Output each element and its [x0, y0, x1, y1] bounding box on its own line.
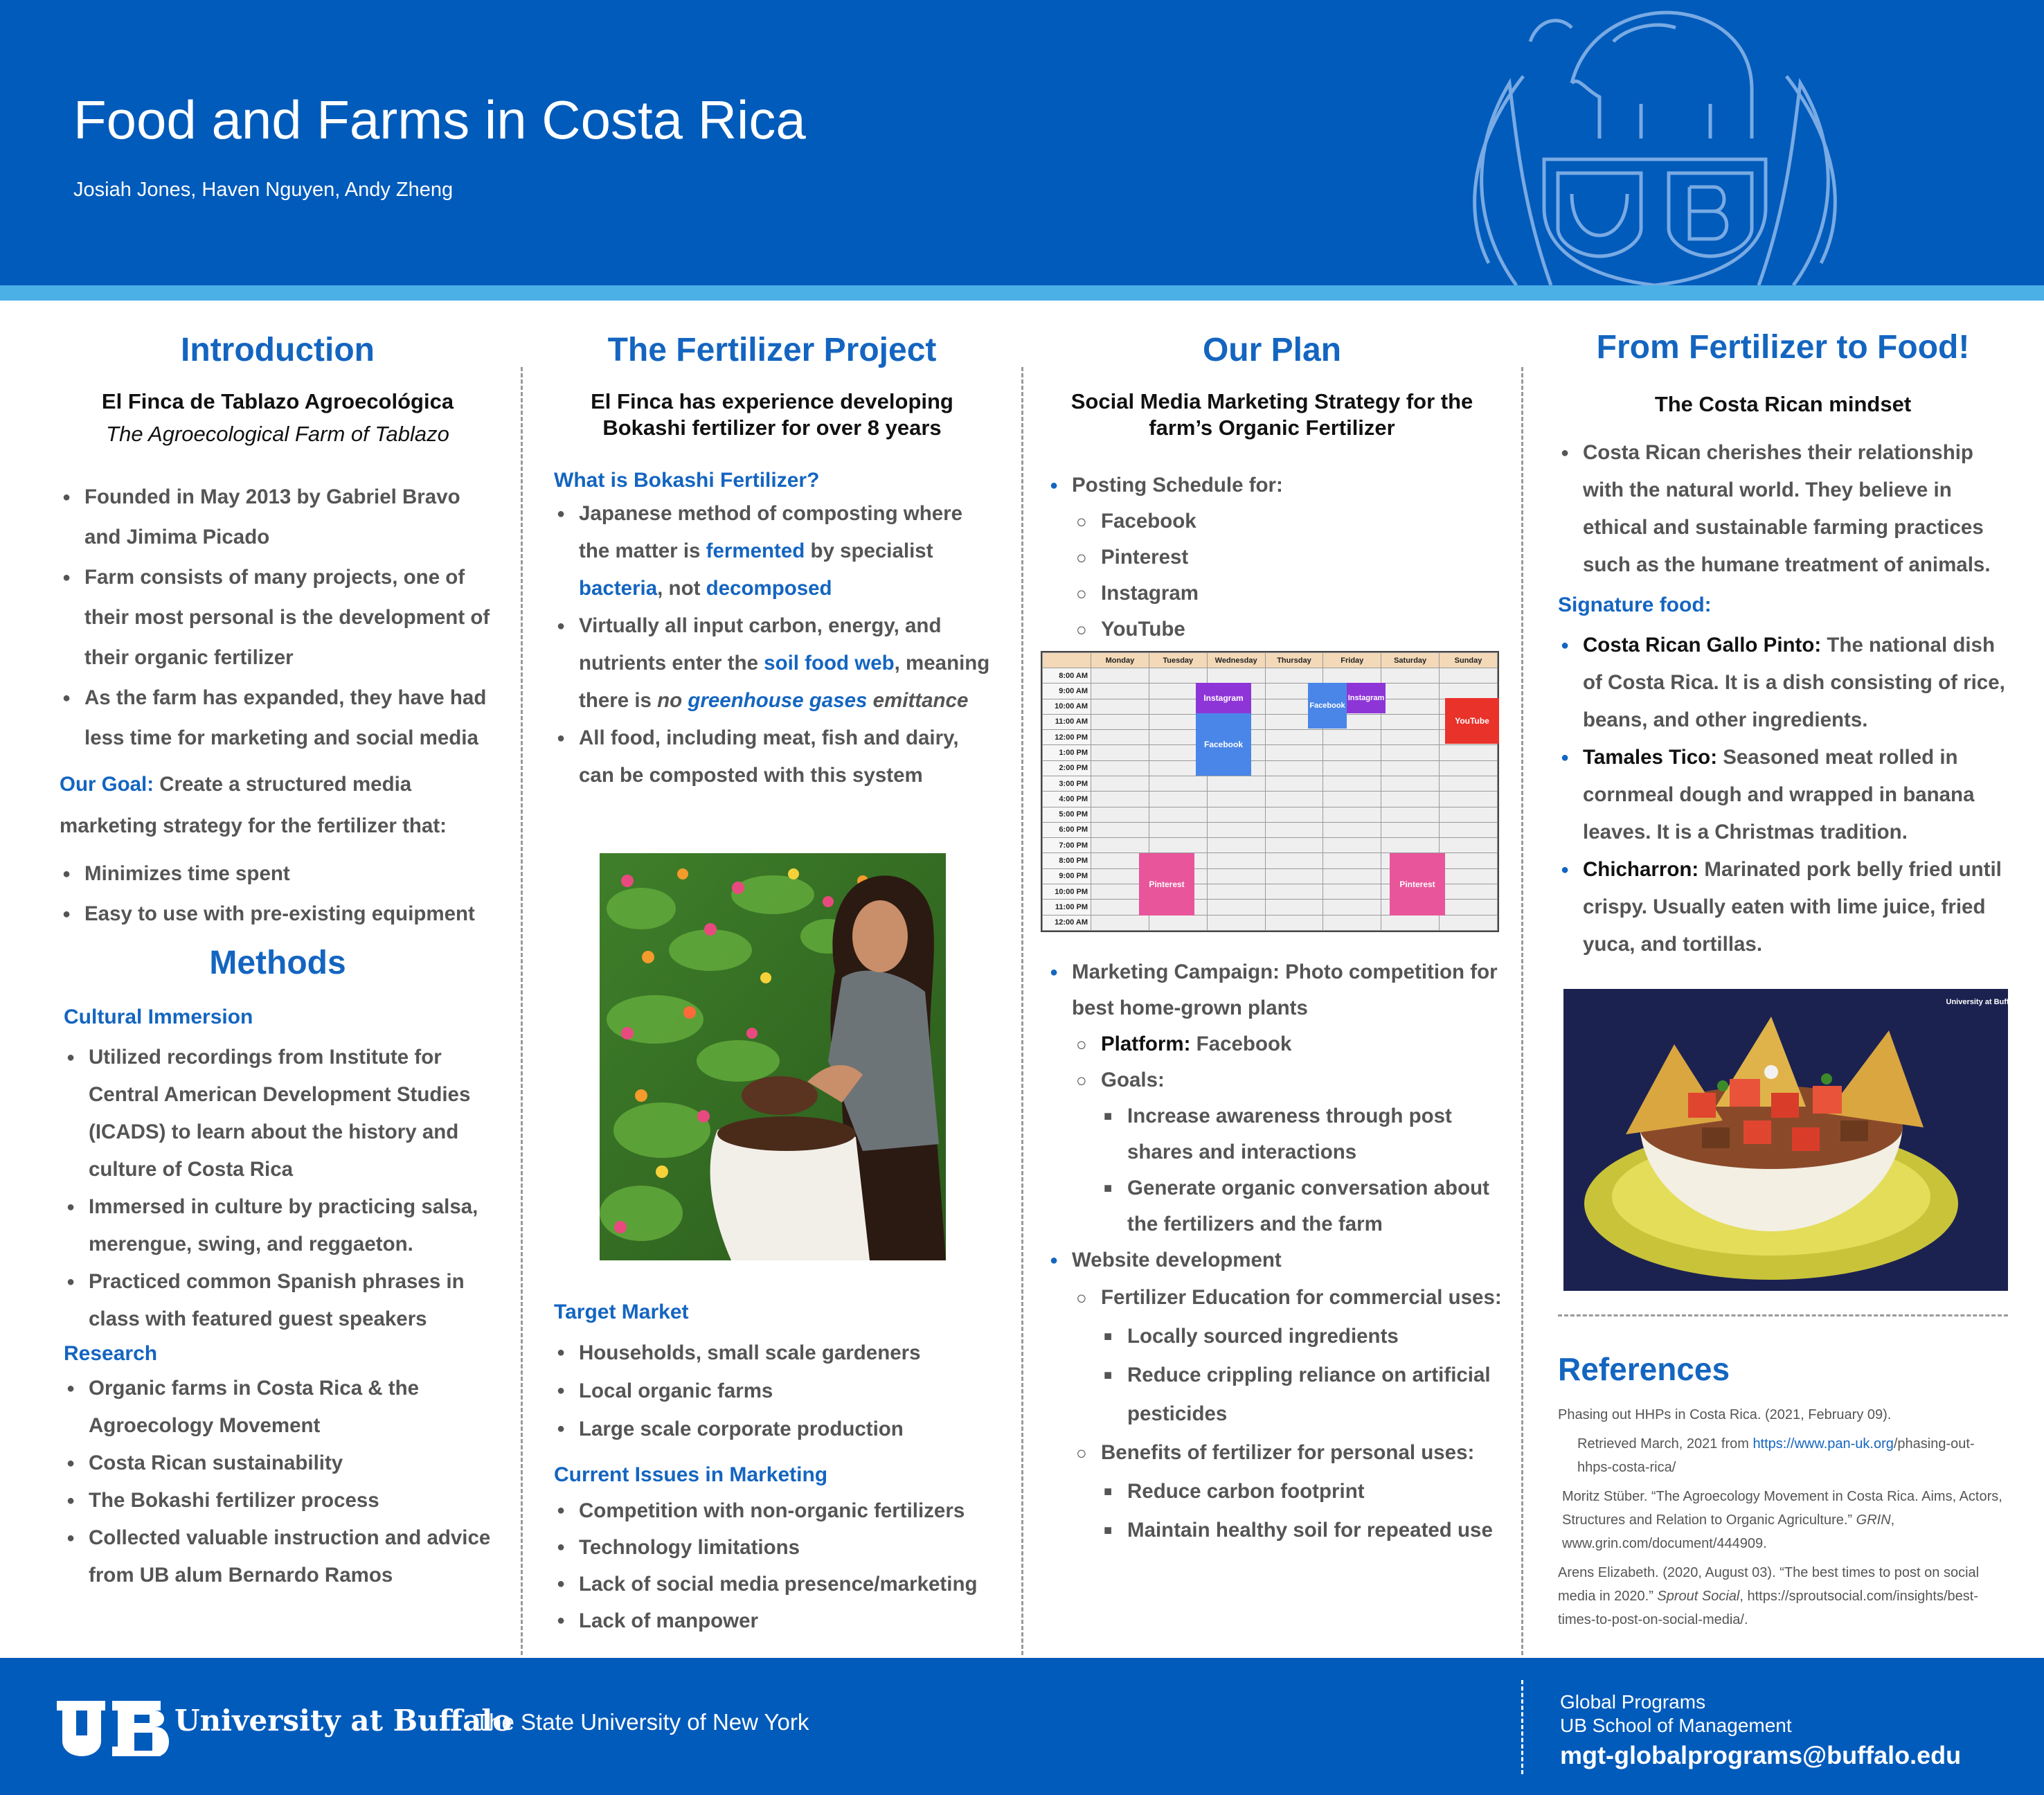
list-item: ● Lack of manpower — [554, 1602, 990, 1639]
schedule-cell — [1149, 668, 1207, 684]
day-header: Thursday — [1265, 653, 1323, 668]
time-label: 2:00 PM — [1043, 760, 1091, 776]
list-item: ● Tamales Tico: Seasoned meat rolled in cornmeal dough and wrapped in banana leaves. It is a Christmas tradition. — [1558, 739, 2008, 851]
website-list — [1047, 1242, 1504, 1278]
list-item: ● Large scale corporate production — [554, 1410, 990, 1448]
schedule-cell — [1091, 699, 1149, 714]
day-header: Saturday — [1381, 653, 1440, 668]
time-label: 3:00 PM — [1043, 776, 1091, 791]
plan-campaign-section — [1047, 954, 1504, 1550]
goals-label: ○ Goals: — [1076, 1062, 1504, 1098]
list-item: ● Local organic farms — [554, 1372, 990, 1410]
ub-seal-watermark-icon — [1433, 0, 1876, 285]
schedule-row — [1043, 745, 1498, 760]
time-label: 12:00 AM — [1043, 915, 1091, 931]
schedule-cell — [1440, 900, 1498, 915]
list-item: ● Farm consists of many projects, one of their most personal is the development of their organic fertilizer — [60, 557, 496, 678]
intro-bullets — [60, 477, 496, 758]
list-item: ● Lack of social media presence/marketing — [554, 1566, 990, 1602]
posting-schedule-label: ● Posting Schedule for: — [1047, 467, 1497, 503]
list-item: ■ Locally sourced ingredients — [1102, 1317, 1504, 1356]
schedule-row — [1043, 714, 1498, 729]
time-label: 10:00 AM — [1043, 699, 1091, 714]
schedule-cell — [1323, 776, 1381, 791]
table-corner — [1043, 653, 1091, 668]
event-facebook: Facebook — [1196, 713, 1251, 776]
reference-link[interactable]: https://www.pan-uk.org — [1752, 1436, 1894, 1452]
schedule-cell — [1381, 714, 1440, 729]
schedule-cell — [1323, 868, 1381, 884]
schedule-cell — [1091, 684, 1149, 699]
schedule-row — [1043, 792, 1498, 807]
posting-schedule-table — [1041, 651, 1499, 932]
target-market-heading: Target Market — [554, 1301, 689, 1323]
campaign-details — [1047, 1026, 1504, 1098]
time-label: 10:00 PM — [1043, 884, 1091, 899]
day-header: Monday — [1091, 653, 1149, 668]
poster-title: Food and Farms in Costa Rica — [73, 89, 806, 150]
list-item: ● Organic farms in Costa Rica & the Agroecology Movement — [64, 1370, 496, 1445]
schedule-cell — [1091, 776, 1149, 791]
research-bullets — [60, 1370, 496, 1594]
schedule-cell — [1149, 807, 1207, 822]
benefits-label: ○ Benefits of fertilizer for personal uses: — [1076, 1434, 1504, 1472]
schedule-cell — [1091, 668, 1149, 684]
list-item: ○ YouTube — [1076, 611, 1497, 648]
list-item: ● Technology limitations — [554, 1529, 990, 1566]
fertilizer-photo — [600, 853, 946, 1260]
what-is-bokashi-heading: What is Bokashi Fertilizer? — [554, 469, 820, 492]
goal-bullets — [60, 854, 496, 934]
fertilizer-market-section — [554, 1301, 990, 1639]
schedule-cell — [1265, 915, 1323, 931]
day-header: Friday — [1323, 653, 1381, 668]
schedule-cell — [1440, 884, 1498, 899]
plan-heading: Our Plan — [1202, 332, 1342, 368]
schedule-cell — [1265, 868, 1323, 884]
schedule-cell — [1265, 807, 1323, 822]
list-item: ● Practiced common Spanish phrases in class with featured guest speakers — [64, 1263, 496, 1338]
time-label: 11:00 AM — [1043, 714, 1091, 729]
contact-email-link[interactable]: mgt-globalprograms@buffalo.edu — [1560, 1741, 1962, 1769]
posting-schedule-list — [1047, 467, 1497, 503]
schedule-cell — [1149, 822, 1207, 837]
schedule-cell — [1323, 853, 1381, 868]
schedule-row — [1043, 684, 1498, 699]
schedule-cell — [1207, 915, 1265, 931]
chicharron-dish-image — [1563, 989, 2020, 1291]
list-item: ● Virtually all input carbon, energy, and nutrients enter the soil food web, meaning there is no greenhouse gases emittance — [554, 607, 990, 720]
list-item: ○ Facebook — [1076, 503, 1497, 539]
methods-heading: Methods — [209, 945, 346, 981]
time-label: 4:00 PM — [1043, 792, 1091, 807]
schedule-cell — [1265, 822, 1323, 837]
schedule-cell — [1440, 745, 1498, 760]
cultural-immersion-heading: Cultural Immersion — [64, 1006, 253, 1028]
time-label: 6:00 PM — [1043, 822, 1091, 837]
website-label: ● Website development — [1047, 1242, 1504, 1278]
list-item: ● Households, small scale gardeners — [554, 1334, 990, 1372]
column-divider — [1021, 367, 1023, 1655]
schedule-cell — [1440, 853, 1498, 868]
program-name: Global Programs — [1560, 1691, 1706, 1713]
schedule-cell — [1091, 838, 1149, 853]
university-name: University at Buffalo — [174, 1704, 512, 1738]
schedule-row — [1043, 807, 1498, 822]
reference-3: Arens Elizabeth. (2020, August 03). “The best times to post on social media in 2020.” Sprout Social, https://sproutsocial.com/insights/best-times-to-post-on-social-media/. — [1558, 1565, 1980, 1627]
event-pinterest: Pinterest — [1139, 853, 1194, 916]
ub-logo-icon — [57, 1701, 174, 1756]
food-heading: From Fertilizer to Food! — [1596, 329, 1970, 366]
schedule-cell — [1323, 915, 1381, 931]
column-divider — [521, 367, 523, 1655]
schedule-cell — [1207, 868, 1265, 884]
schedule-row — [1043, 668, 1498, 684]
list-item: ■ Maintain healthy soil for repeated use — [1102, 1511, 1504, 1550]
food-photo — [1563, 989, 2020, 1291]
references-divider — [1558, 1314, 2008, 1316]
school-name: UB School of Management — [1560, 1715, 1792, 1736]
day-header: Tuesday — [1149, 653, 1207, 668]
schedule-cell — [1440, 822, 1498, 837]
schedule-cell — [1091, 714, 1149, 729]
schedule-cell — [1149, 838, 1207, 853]
farm-name: El Finca de Tablazo Agroecológica — [101, 389, 454, 413]
schedule-cell — [1265, 900, 1323, 915]
goal-text: Create a structured media marketing strategy for the fertilizer that: — [60, 773, 447, 837]
list-item: ■ Reduce carbon footprint — [1102, 1472, 1504, 1511]
list-item: ■ Reduce crippling reliance on artificial pesticides — [1102, 1356, 1504, 1434]
schedule-cell — [1381, 699, 1440, 714]
schedule-cell — [1265, 792, 1323, 807]
list-item: ■ Increase awareness through post shares and interactions — [1102, 1098, 1504, 1170]
schedule-row — [1043, 760, 1498, 776]
schedule-cell — [1381, 684, 1440, 699]
current-issues-heading: Current Issues in Marketing — [554, 1463, 828, 1486]
signature-food-heading: Signature food: — [1558, 593, 1712, 616]
list-item: ● Founded in May 2013 by Gabriel Bravo and Jimima Picado — [60, 477, 496, 557]
schedule-cell — [1091, 792, 1149, 807]
fertilizer-subtitle: El Finca has experience developing Bokashi fertilizer for over 8 years — [591, 389, 953, 440]
event-facebook: Facebook — [1308, 683, 1347, 729]
list-item: ● Costa Rican Gallo Pinto: The national dish of Costa Rica. It is a dish consisting of rice, beans, and other ingredients. — [1558, 627, 2008, 739]
schedule-cell — [1323, 900, 1381, 915]
woman-with-compost-image — [600, 853, 946, 1260]
platform-list — [1047, 503, 1497, 648]
poster-header — [0, 0, 2044, 285]
introduction-column — [60, 325, 496, 1594]
schedule-cell — [1323, 822, 1381, 837]
education-label: ○ Fertilizer Education for commercial uses: — [1076, 1278, 1504, 1317]
schedule-cell — [1149, 792, 1207, 807]
time-label: 8:00 AM — [1043, 668, 1091, 684]
schedule-cell — [1091, 745, 1149, 760]
list-item: ● Immersed in culture by practicing salsa, merengue, swing, and reggaeton. — [64, 1188, 496, 1263]
references-heading: References — [1558, 1351, 1730, 1387]
schedule-cell — [1265, 730, 1323, 745]
schedule-cell — [1440, 838, 1498, 853]
event-pinterest: Pinterest — [1390, 853, 1445, 916]
time-label: 9:00 PM — [1043, 868, 1091, 884]
fertilizer-heading: The Fertilizer Project — [607, 332, 937, 368]
benefits-list — [1047, 1434, 1504, 1472]
event-youtube: YouTube — [1445, 698, 1499, 744]
schedule-cell — [1381, 745, 1440, 760]
schedule-cell — [1381, 792, 1440, 807]
education-list — [1047, 1278, 1504, 1317]
goals-list — [1047, 1098, 1504, 1242]
schedule-cell — [1091, 760, 1149, 776]
list-item: ● Costa Rican sustainability — [64, 1445, 496, 1482]
schedule-cell — [1381, 730, 1440, 745]
schedule-cell — [1207, 884, 1265, 899]
list-item: ● The Bokashi fertilizer process — [64, 1482, 496, 1519]
time-label: 1:00 PM — [1043, 745, 1091, 760]
schedule-row — [1043, 730, 1498, 745]
campaign-list — [1047, 954, 1504, 1026]
schedule-cell — [1323, 760, 1381, 776]
schedule-cell — [1091, 730, 1149, 745]
signature-food-list — [1558, 627, 2008, 963]
schedule-row — [1043, 838, 1498, 853]
farm-name-english: The Agroecological Farm of Tablazo — [106, 422, 449, 446]
schedule-cell — [1440, 776, 1498, 791]
cultural-bullets — [60, 1039, 496, 1338]
header-accent-strip — [0, 285, 2044, 301]
poster-authors: Josiah Jones, Haven Nguyen, Andy Zheng — [73, 179, 454, 201]
list-item: ● As the farm has expanded, they have had less time for marketing and social media — [60, 678, 496, 758]
schedule-cell — [1381, 760, 1440, 776]
day-header: Wednesday — [1207, 653, 1265, 668]
target-market-bullets — [554, 1334, 990, 1448]
schedule-cell — [1091, 807, 1149, 822]
bokashi-bullets — [554, 495, 990, 794]
schedule-cell — [1381, 776, 1440, 791]
introduction-heading: Introduction — [181, 332, 375, 368]
list-item: ■ Generate organic conversation about the fertilizers and the farm — [1102, 1170, 1504, 1242]
schedule-cell — [1091, 915, 1149, 931]
list-item: ● Collected valuable instruction and advice from UB alum Bernardo Ramos — [64, 1519, 496, 1594]
time-label: 9:00 AM — [1043, 684, 1091, 699]
schedule-cell — [1207, 776, 1265, 791]
list-item: ● Chicharron: Marinated pork belly fried until crispy. Usually eaten with lime juice, fried yuca, and tortillas. — [1558, 851, 2008, 963]
benefits-items — [1047, 1472, 1504, 1550]
schedule-cell — [1265, 853, 1323, 868]
list-item: ○ Instagram — [1076, 575, 1497, 611]
schedule-cell — [1207, 792, 1265, 807]
schedule-cell — [1323, 838, 1381, 853]
time-label: 8:00 PM — [1043, 853, 1091, 868]
schedule-cell — [1207, 807, 1265, 822]
schedule-cell — [1265, 760, 1323, 776]
schedule-cell — [1265, 884, 1323, 899]
list-item: ○ Pinterest — [1076, 539, 1497, 575]
schedule-cell — [1440, 868, 1498, 884]
reference-2: Moritz Stüber. “The Agroecology Movement in Costa Rica. Aims, Actors, Structures and Relation to Organic Agriculture.” GRIN, www.grin.com/document/444909. — [1562, 1489, 2002, 1551]
schedule-cell — [1381, 822, 1440, 837]
schedule-cell — [1440, 668, 1498, 684]
schedule-cell — [1323, 730, 1381, 745]
time-label: 11:00 PM — [1043, 900, 1091, 915]
fertilizer-column — [554, 325, 990, 794]
goal-label: Our Goal: — [60, 773, 154, 796]
schedule-cell — [1440, 684, 1498, 699]
list-item: ● Utilized recordings from Institute for Central American Development Studies (ICADS) to learn about the history and culture of Costa Rica — [64, 1039, 496, 1188]
schedule-cell — [1440, 915, 1498, 931]
schedule-cell — [1265, 745, 1323, 760]
reference-1: Phasing out HHPs in Costa Rica. (2021, February 09). Retrieved March, 2021 from https://www.pan-uk.org/phasing-out-hhps-costa-rica/ — [1558, 1407, 1975, 1475]
event-instagram: Instagram — [1347, 683, 1386, 713]
schedule-cell — [1207, 853, 1265, 868]
education-items — [1047, 1317, 1504, 1434]
schedule-cell — [1207, 838, 1265, 853]
plan-column — [1047, 325, 1497, 648]
schedule-cell — [1381, 915, 1440, 931]
schedule-cell — [1091, 822, 1149, 837]
list-item: ● Easy to use with pre-existing equipment — [60, 894, 496, 934]
schedule-row — [1043, 776, 1498, 791]
schedule-row — [1043, 699, 1498, 714]
schedule-cell — [1323, 807, 1381, 822]
current-issues-bullets — [554, 1492, 990, 1639]
list-item: ● All food, including meat, fish and dairy, can be composted with this system — [554, 720, 990, 794]
list-item: ● Costa Rican cherishes their relationship with the natural world. They believe in ethical and sustainable farming practices such as the humane treatment of animals. — [1558, 434, 2008, 584]
schedule-cell — [1207, 822, 1265, 837]
time-label: 12:00 PM — [1043, 730, 1091, 745]
schedule-cell — [1149, 915, 1207, 931]
schedule-cell — [1323, 792, 1381, 807]
schedule-cell — [1265, 668, 1323, 684]
schedule-cell — [1440, 760, 1498, 776]
schedule-cell — [1323, 884, 1381, 899]
schedule-row — [1043, 822, 1498, 837]
mindset-list — [1558, 434, 2008, 584]
list-item: ● Japanese method of composting where the matter is fermented by specialist bacteria, not decomposed — [554, 495, 990, 607]
time-label: 7:00 PM — [1043, 838, 1091, 853]
university-subtitle: The State University of New York — [475, 1709, 809, 1735]
mindset-subtitle: The Costa Rican mindset — [1654, 392, 1912, 416]
campaign-label: ● Marketing Campaign: Photo competition for best home-grown plants — [1047, 954, 1504, 1026]
list-item: ● Minimizes time spent — [60, 854, 496, 894]
research-heading: Research — [64, 1342, 158, 1365]
schedule-cell — [1440, 792, 1498, 807]
schedule-cell — [1265, 838, 1323, 853]
schedule-cell — [1207, 900, 1265, 915]
list-item: ● Competition with non-organic fertilizers — [554, 1492, 990, 1529]
schedule-cell — [1381, 668, 1440, 684]
column-divider — [1521, 367, 1523, 1655]
schedule-cell — [1265, 776, 1323, 791]
schedule-cell — [1381, 807, 1440, 822]
schedule-row — [1043, 915, 1498, 931]
time-label: 5:00 PM — [1043, 807, 1091, 822]
list-item: ○ Platform: Facebook — [1076, 1026, 1504, 1062]
schedule-cell — [1149, 776, 1207, 791]
schedule-cell — [1323, 745, 1381, 760]
references-section — [1558, 1350, 2008, 1632]
schedule-cell — [1381, 838, 1440, 853]
photo-watermark: University at Buffalo — [1946, 998, 2020, 1006]
schedule-cell — [1207, 668, 1265, 684]
goal-statement — [60, 764, 496, 847]
day-header: Sunday — [1440, 653, 1498, 668]
food-column — [1558, 325, 2008, 963]
schedule-cell — [1440, 807, 1498, 822]
event-instagram: Instagram — [1196, 683, 1251, 713]
plan-subtitle: Social Media Marketing Strategy for the farm’s Organic Fertilizer — [1070, 389, 1473, 440]
schedule-cell — [1323, 668, 1381, 684]
poster-footer — [0, 1658, 2044, 1795]
footer-divider — [1521, 1680, 1523, 1774]
